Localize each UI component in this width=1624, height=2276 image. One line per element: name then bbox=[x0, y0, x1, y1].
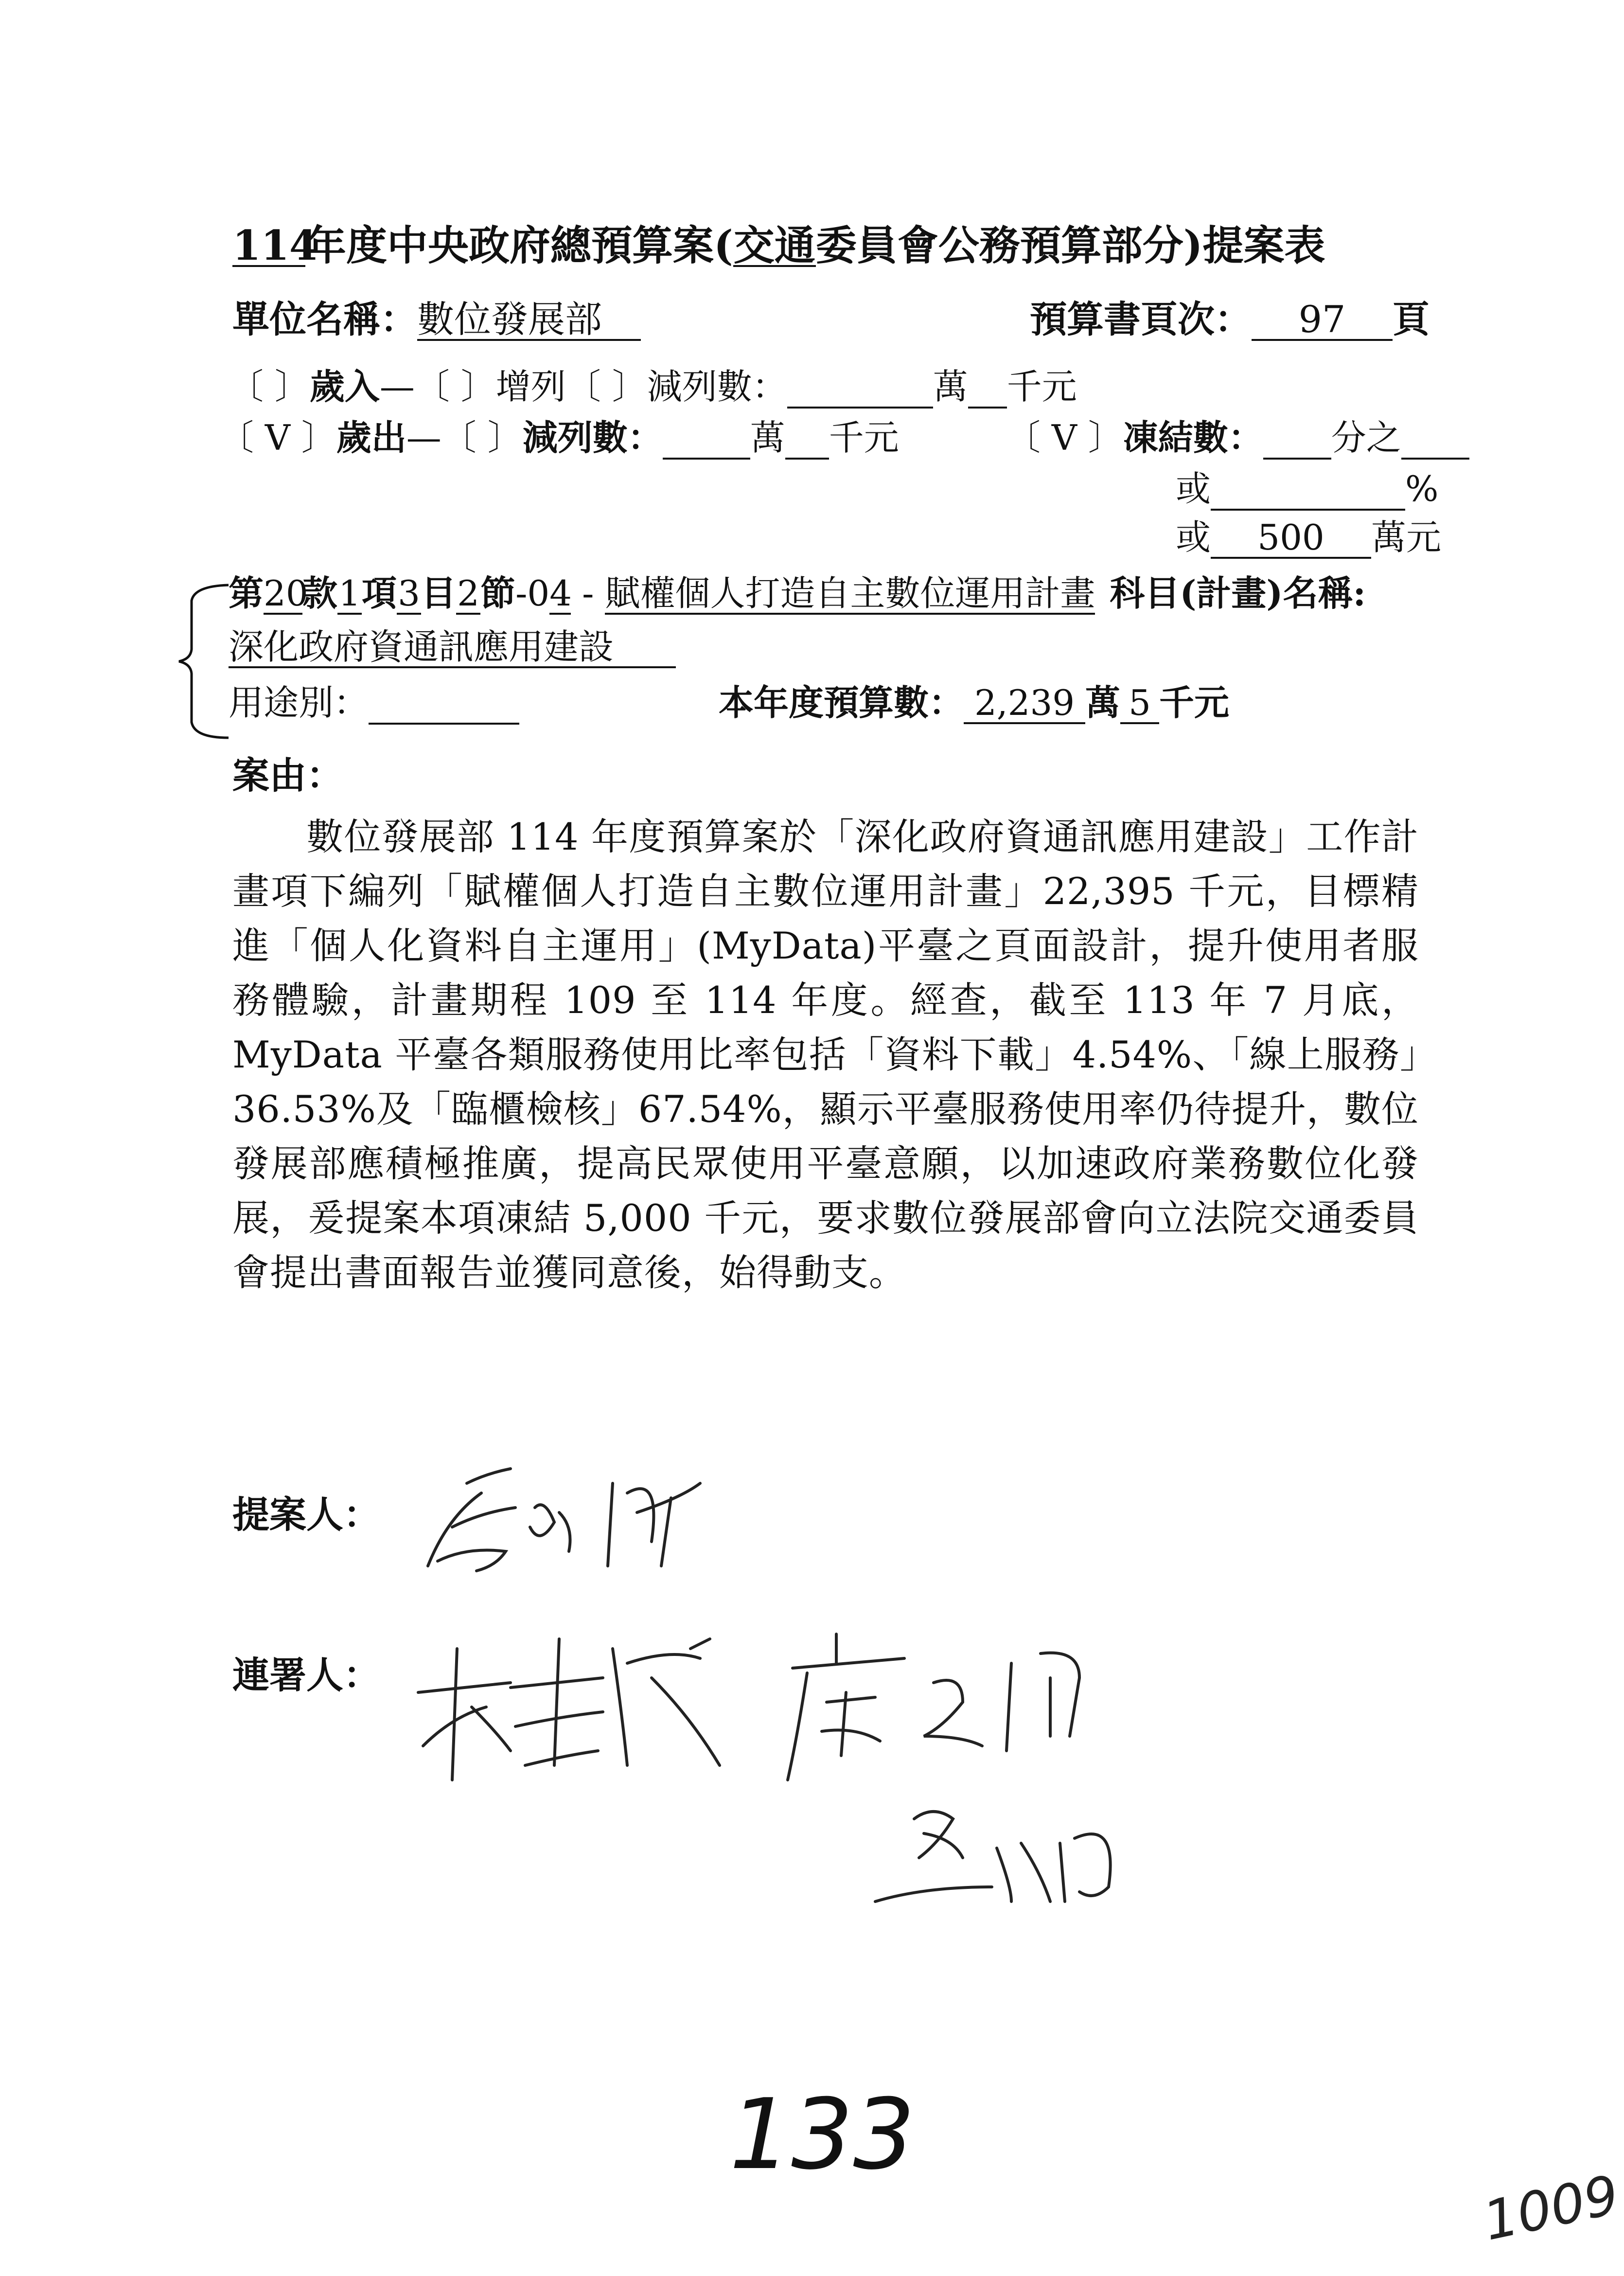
page-ref-label: 預算書頁次： bbox=[1030, 298, 1252, 341]
expense-wan: 萬 bbox=[750, 417, 785, 458]
freeze-percent-blank bbox=[1211, 473, 1405, 511]
budget-wan: 萬 bbox=[1085, 682, 1121, 723]
expense-row bbox=[219, 416, 899, 460]
corner-number: 1009 bbox=[1478, 2163, 1624, 2253]
subject-mu-no: 3 bbox=[397, 574, 421, 615]
revenue-wan-blank bbox=[787, 371, 933, 409]
revenue-qian: 千元 bbox=[1006, 366, 1077, 407]
revenue-inc: 增列 bbox=[495, 366, 566, 407]
freeze-amount-unit: 萬元 bbox=[1371, 517, 1442, 558]
budget-row bbox=[719, 681, 1229, 725]
revenue-dec: 減列數： bbox=[647, 366, 787, 407]
revenue-box1: 〔 〕 bbox=[229, 366, 310, 407]
freeze-or1: 或 bbox=[1176, 468, 1211, 509]
freeze-box: 〔 V 〕 bbox=[1006, 417, 1123, 458]
subject-code-digit: 4 bbox=[549, 573, 572, 614]
expense-box1: 〔 V 〕 bbox=[219, 417, 336, 458]
revenue-dash: — bbox=[379, 366, 415, 407]
revenue-row bbox=[229, 365, 1077, 409]
title-pre: 年度中央政府總預算案( bbox=[305, 221, 733, 269]
freeze-denominator-blank bbox=[1263, 422, 1331, 460]
subject-xiang: 項 bbox=[362, 572, 397, 614]
expense-label: 歲出 bbox=[336, 417, 406, 458]
subject-kuan: 款 bbox=[302, 572, 338, 614]
subject-mu: 目 bbox=[421, 572, 457, 614]
expense-box2: 〔 〕 bbox=[441, 417, 523, 458]
page-number: 133 bbox=[729, 2078, 915, 2191]
freeze-amount-row bbox=[1176, 516, 1441, 559]
purpose-blank bbox=[369, 687, 519, 725]
subject-jie-no: 2 bbox=[456, 574, 480, 615]
revenue-box2: 〔 〕 bbox=[414, 366, 496, 407]
subject-row bbox=[229, 571, 1366, 615]
freeze-amount: 500 bbox=[1211, 518, 1371, 559]
subject-name-row bbox=[229, 625, 676, 669]
proposer-signature bbox=[408, 1454, 759, 1581]
revenue-label: 歲入 bbox=[309, 366, 380, 407]
subject-plan: 賦權個人打造自主數位運用計畫 bbox=[605, 573, 1095, 614]
cosigner-label: 連署人： bbox=[232, 1654, 380, 1697]
freeze-row bbox=[1006, 416, 1469, 460]
form-title bbox=[232, 221, 1325, 270]
budget-wan-value: 2,239 bbox=[964, 683, 1085, 724]
title-post: 委員會公務預算部分)提案表 bbox=[815, 221, 1325, 269]
subject-name-label: 科目(計畫)名稱: bbox=[1110, 572, 1366, 614]
freeze-or2: 或 bbox=[1176, 517, 1211, 558]
revenue-qian-blank bbox=[968, 371, 1007, 409]
revenue-wan: 萬 bbox=[933, 366, 968, 407]
freeze-fraction: 分之 bbox=[1331, 417, 1401, 458]
expense-dec: 減列數： bbox=[522, 417, 663, 458]
page-ref-row bbox=[1030, 298, 1430, 341]
title-committee: 交通 bbox=[733, 221, 815, 269]
purpose-label: 用途別： bbox=[229, 682, 369, 723]
subject-dash: - bbox=[571, 573, 605, 614]
budget-label: 本年度預算數： bbox=[719, 682, 964, 723]
page-ref-value: 97 bbox=[1252, 300, 1393, 341]
unit-value: 數位發展部 bbox=[417, 300, 641, 341]
unit-row bbox=[232, 298, 641, 341]
subject-xiang-no: 1 bbox=[337, 574, 362, 615]
subject-brace bbox=[175, 581, 233, 742]
purpose-row bbox=[229, 681, 519, 725]
subject-di: 第 bbox=[229, 572, 264, 614]
reason-text: 數位發展部 114 年度預算案於「深化政府資通訊應用建設」工作計畫項下編列「賦權個人打造自主數位運用計畫」22,395 千元，目標精進「個人化資料自主運用」(MyData)平臺之頁面設計，提升使用者服務體驗，計畫期程 109 至 114 年度。經查，截至 113 年 7 月底，MyData 平臺各類服務使用比率包括「資料下載」4.54%、「線上服務」36.53%及「臨櫃檢核」67.54%，顯示平臺服務使用率仍待提升，數位發展部應積極推廣，提高民眾使用平臺意願，以加速政府業務數位化發展，爰提案本項凍結 5,000 千元，要求數位發展部會向立法院交通委員會提出書面報告並獲同意後，始得動支。 bbox=[232, 815, 1419, 1294]
proposer-label: 提案人： bbox=[232, 1493, 380, 1536]
subject-jie: 節 bbox=[480, 572, 516, 614]
budget-qian-value: 5 bbox=[1120, 683, 1159, 724]
freeze-percent: % bbox=[1405, 468, 1439, 509]
reason-label: 案由： bbox=[232, 754, 343, 797]
subject-name-value: 深化政府資通訊應用建設 bbox=[229, 627, 676, 668]
freeze-label: 凍結數： bbox=[1123, 417, 1263, 458]
cosigner-signature-3 bbox=[865, 1790, 1167, 1926]
title-year: 114 bbox=[232, 221, 318, 269]
cosigner-signature-2 bbox=[778, 1619, 1128, 1795]
expense-dash: — bbox=[406, 417, 441, 458]
subject-code-prefix: -0 bbox=[515, 573, 550, 614]
expense-wan-blank bbox=[663, 422, 750, 460]
budget-qian: 千元 bbox=[1159, 682, 1230, 723]
freeze-numerator-blank bbox=[1401, 422, 1469, 460]
revenue-box3: 〔 〕 bbox=[565, 366, 647, 407]
subject-kuan-no: 20 bbox=[264, 573, 308, 614]
freeze-percent-row bbox=[1176, 467, 1438, 511]
expense-qian: 千元 bbox=[829, 417, 899, 458]
cosigner-signature-1 bbox=[399, 1619, 749, 1795]
unit-label: 單位名稱： bbox=[232, 298, 417, 341]
page-ref-suffix: 頁 bbox=[1393, 298, 1430, 341]
expense-qian-blank bbox=[785, 422, 829, 460]
